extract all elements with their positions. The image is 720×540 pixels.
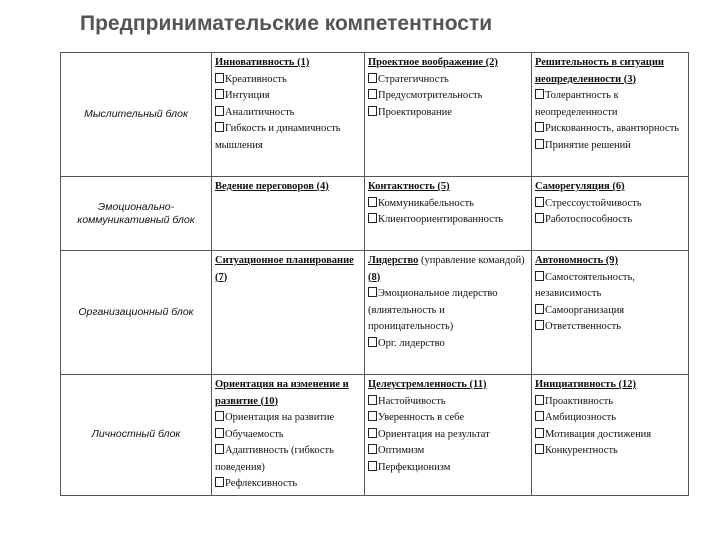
list-item: Конкурентность <box>535 443 685 460</box>
list-item: Уверенность в себе <box>368 410 528 427</box>
block-label: Эмоционально-коммуникативный блок <box>61 177 212 251</box>
list-item: Проектирование <box>368 105 528 122</box>
competency-header: Решительность в ситуации неопределенности (3) <box>535 57 664 85</box>
list-item: Предусмотрительность <box>368 88 528 105</box>
competency-header: Инновативность (1) <box>215 57 310 68</box>
competency-cell <box>365 375 532 496</box>
list-item: Самостоятельность, независимость <box>535 270 685 303</box>
list-item: Креативность <box>215 72 361 89</box>
list-item: Ответственность <box>535 319 685 336</box>
list-item: Оптимизм <box>368 443 528 460</box>
list-item: Обучаемость <box>215 427 361 444</box>
list-item: Перфекционизм <box>368 460 528 477</box>
list-item: Эмоциональное лидерство (влиятельность и проницательность) <box>368 286 528 336</box>
competency-cell <box>532 53 689 177</box>
list-item: Ориентация на результат <box>368 427 528 444</box>
competency-header: Лидерство (управление командой) (8) <box>368 255 525 283</box>
list-item: Рискованность, авантюрность <box>535 121 685 138</box>
competency-header: Ориентация на изменение и развитие (10) <box>215 379 349 407</box>
list-item: Клиентоориентированность <box>368 212 528 229</box>
competency-header: Автономность (9) <box>535 255 619 266</box>
competency-cell <box>365 251 532 375</box>
list-item: Адаптивность (гибкость поведения) <box>215 443 361 476</box>
competency-cell <box>532 177 689 251</box>
competency-header: Контактность (5) <box>368 181 450 192</box>
list-item: Коммуникабельность <box>368 196 528 213</box>
list-item: Самоорганизация <box>535 303 685 320</box>
table-row <box>61 53 689 177</box>
list-item: Ориентация на развитие <box>215 410 361 427</box>
page-title: Предпринимательские компетентности <box>80 12 493 35</box>
competency-header: Проектное воображение (2) <box>368 57 498 68</box>
list-item: Стрессоустойчивость <box>535 196 685 213</box>
list-item: Принятие решений <box>535 138 685 155</box>
competency-header: Ведение переговоров (4) <box>215 181 329 192</box>
competency-cell <box>365 53 532 177</box>
competency-cell <box>212 375 365 496</box>
list-item: Гибкость и динамичность мышления <box>215 121 361 154</box>
block-label: Личностный блок <box>61 375 212 496</box>
block-label: Организационный блок <box>61 251 212 375</box>
competency-cell <box>212 251 365 375</box>
block-label: Мыслительный блок <box>61 53 212 177</box>
list-item: Мотивация достижения <box>535 427 685 444</box>
list-item: Настойчивость <box>368 394 528 411</box>
table-row <box>61 177 689 251</box>
competency-cell <box>212 53 365 177</box>
list-item: Стратегичность <box>368 72 528 89</box>
competency-cell <box>212 177 365 251</box>
competency-header: Целеустремленность (11) <box>368 379 487 390</box>
competency-header: Инициативность (12) <box>535 379 637 390</box>
list-item: Амбициозность <box>535 410 685 427</box>
list-item: Толерантность к неопределенности <box>535 88 685 121</box>
table-row <box>61 251 689 375</box>
competency-header: Саморегуляция (6) <box>535 181 625 192</box>
list-item: Орг. лидерство <box>368 336 528 353</box>
competency-cell <box>532 375 689 496</box>
list-item: Аналитичность <box>215 105 361 122</box>
list-item: Интуиция <box>215 88 361 105</box>
list-item: Рефлексивность <box>215 476 361 493</box>
competency-header: Ситуационное планирование (7) <box>215 255 354 283</box>
competency-cell <box>532 251 689 375</box>
competencies-table <box>60 52 689 496</box>
list-item: Работоспособность <box>535 212 685 229</box>
list-item: Проактивность <box>535 394 685 411</box>
table-row <box>61 375 689 496</box>
competency-cell <box>365 177 532 251</box>
